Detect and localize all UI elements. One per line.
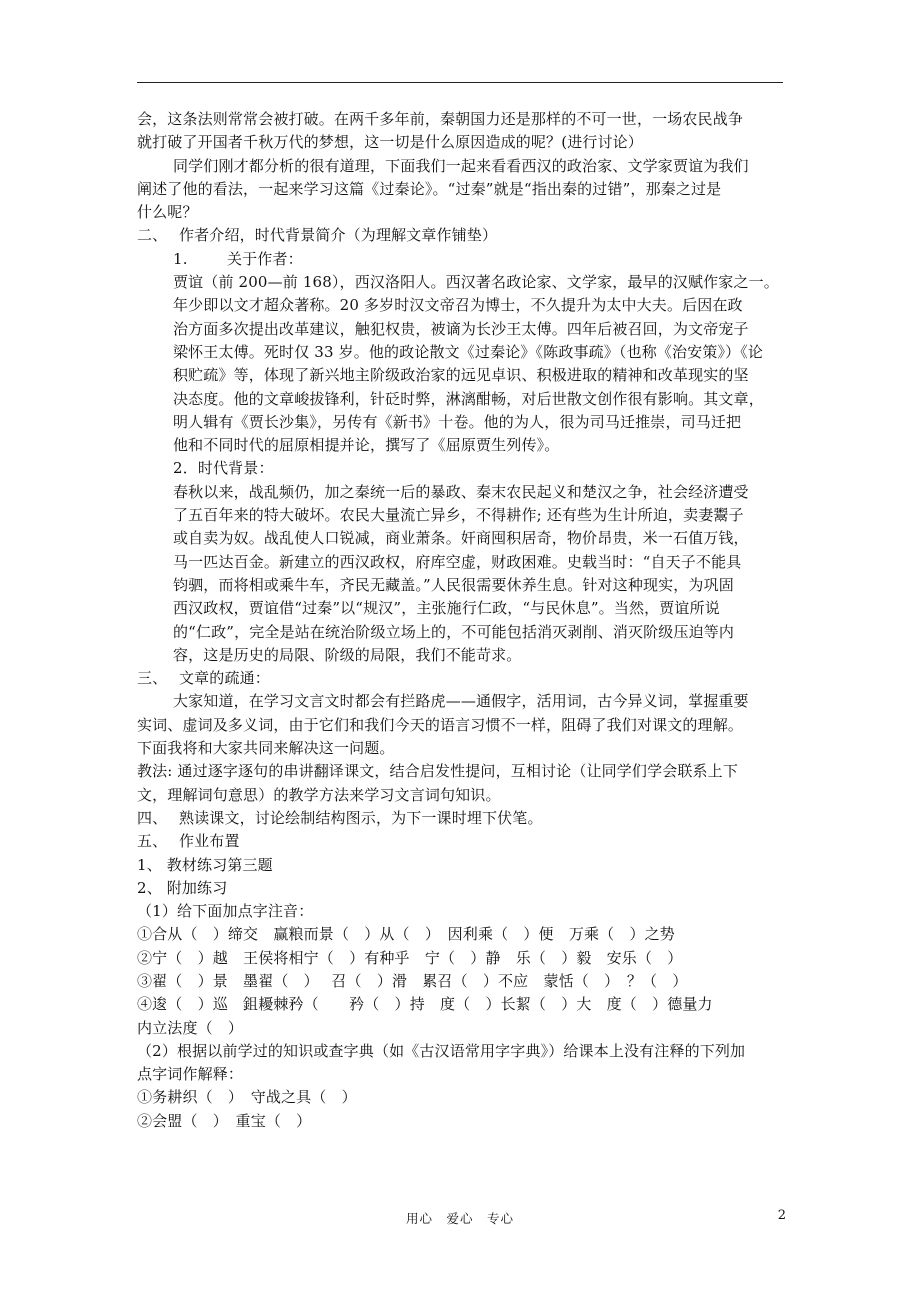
exercise-line: 点字词作解释：: [137, 1065, 244, 1084]
text-line: 或自卖为奴。战乱使人口锐减，商业萧条。奸商囤积居奇，物价昂贵，米一石值万钱，: [173, 529, 749, 548]
section-title: 文章的疏通：: [179, 669, 270, 688]
text-line: 治方面多次提出改革建议，触犯权贵，被谪为长沙王太傅。四年后被召回，为文帝宠子: [173, 319, 749, 338]
text-line: 实词、虚词及多义词，由于它们和我们今天的语言习惯不一样，阻碍了我们对课文的理解。: [137, 715, 744, 734]
document-body: [137, 108, 785, 1133]
exercise-line: ①合从（ ）缔交 赢粮而景（ ）从（ ） 因利乘（ ）便 万乘（ ）之势: [137, 925, 675, 944]
text-line: 了五百年来的特大破坏。农民大量流亡异乡，不得耕作; 还有些为生计所迫，卖妻鬻子: [173, 506, 744, 525]
text-line: 年少即以文才超众著称。20 多岁时汉文帝召为博士，不久提升为太中大夫。后因在政: [173, 296, 743, 315]
exercise-line: ②会盟（ ） 重宝（ ）: [137, 1111, 312, 1130]
text-line: 他和不同时代的屈原相提并论，撰写了《屈原贾生列传》。: [173, 436, 560, 455]
subsection-number: 1.: [173, 249, 188, 268]
list-item: 2、 附加练习: [137, 878, 228, 897]
section-heading-3: [137, 667, 785, 690]
subsection-heading-2: 2．时代背景：: [173, 459, 274, 478]
section-number: 四、: [137, 808, 168, 827]
exercise-line: ②宁（ ）越 王侯将相宁（ ）有种乎 宁（ ）静 乐（ ）毅 安乐（ ）: [137, 948, 683, 967]
text-line: 容，这是历史的局限、阶级的局限，我们不能苛求。: [173, 645, 522, 664]
text-line: 春秋以来，战乱频仍，加之秦统一后的暴政、秦末农民起义和楚汉之争，社会经济遭受: [173, 482, 749, 501]
exercise-line: ①务耕织（ ） 守战之具（ ）: [137, 1088, 357, 1107]
text-line: 大家知道，在学习文言文时都会有拦路虎——通假字，活用词，古今异义词，掌握重要: [173, 692, 749, 711]
text-line: 马一匹达百金。新建立的西汉政权，府库空虚，财政困难。史载当时：“自天子不能具: [173, 552, 742, 571]
header-rule: [137, 82, 783, 83]
text-line: 梁怀王太傅。死时仅 33 岁。他的政论散文《过秦论》《陈政事疏》（也称《治安策》）《论: [173, 342, 764, 361]
text-line: 明人辑有《贾长沙集》，另传有《新书》十卷。他的为人，很为司马迁推崇，司马迁把: [173, 412, 742, 431]
text-line: 积贮疏》等，体现了新兴地主阶级政治家的远见卓识、积极进取的精神和改革现实的坚: [173, 366, 749, 385]
section-number: 五、: [137, 832, 168, 851]
section-heading-4: [137, 807, 785, 830]
text-line: 同学们刚才都分析的很有道理，下面我们一起来看看西汉的政治家、文学家贾谊为我们: [173, 156, 749, 175]
text-line: 文，理解词句意思）的教学方法来学习文言词句知识。: [137, 785, 501, 804]
exercise-prompt: （2）根据以前学过的知识或查字典（如《古汉语常用字字典》）给课本上没有注释的下列加: [137, 1041, 746, 1060]
subsection-heading-1: [137, 248, 785, 271]
text-line: 的“仁政”，完全是站在统治阶级立场上的，不可能包括消灭剥削、消灭阶级压迫等内: [173, 622, 735, 641]
text-line: 教法: 通过逐字逐句的串讲翻译课文，结合启发性提问，互相讨论（让同学们学会联系上下: [137, 762, 738, 781]
text-line: 钧驷，而将相或乘牛车，齐民无藏盖。”人民很需要休养生息。针对这种现实，为巩固: [173, 575, 734, 594]
text-line: 决态度。他的文章峻拔锋利，针砭时弊，淋漓酣畅，对后世散文创作很有影响。其文章，: [173, 389, 764, 408]
text-line: 下面我将和大家共同来解决这一问题。: [137, 739, 395, 758]
exercise-line: ③翟（ ）景 墨翟（ ） 召（ ）滑 累召（ ）不应 蒙恬（ ） ？（ ）: [137, 971, 688, 990]
text-line: 阐述了他的看法，一起来学习这篇《过秦论》。“过秦”就是“指出秦的过错”，那秦之过是: [137, 179, 722, 198]
page-number: 2: [777, 1208, 786, 1223]
text-line: 会，这条法则常常会被打破。在两千多年前，秦朝国力还是那样的不可一世，一场农民战争: [137, 110, 744, 128]
section-heading-5: [137, 830, 785, 853]
subsection-title: 关于作者：: [227, 249, 303, 268]
text-line: 贾谊（前 200—前 168），西汉洛阳人。西汉著名政论家、文学家，最早的汉赋作家之一。: [173, 273, 779, 292]
text-line: 就打破了开国者千秋万代的梦想，这一切是什么原因造成的呢？(进行讨论）: [137, 133, 643, 152]
section-heading-2: [137, 224, 785, 247]
section-title: 作者介绍，时代背景简介（为理解文章作铺垫）: [179, 226, 498, 245]
exercise-line: ④逡（ ）巡 鉏耰棘矜（ 矜（ ）持 度（ ）长絜（ ）大 度（ ）德量力: [137, 995, 713, 1014]
exercise-prompt: （1）给下面加点字注音：: [137, 902, 314, 921]
section-title: 作业布置: [179, 832, 240, 851]
page-footer: 用心 爱心 专心: [405, 1211, 514, 1226]
list-item: 1、 教材练习第三题: [137, 855, 273, 874]
exercise-line: 内立法度（ ）: [137, 1018, 244, 1037]
section-number: 三、: [137, 669, 168, 688]
section-number: 二、: [137, 226, 168, 245]
section-title: 熟读课文，讨论绘制结构图示，为下一课时埋下伏笔。: [179, 808, 543, 827]
text-line: 西汉政权，贾谊借“过秦”以“规汉”，主张施行仁政，“与民休息”。当然，贾谊所说: [173, 599, 720, 618]
text-line: 什么呢？: [137, 203, 198, 222]
